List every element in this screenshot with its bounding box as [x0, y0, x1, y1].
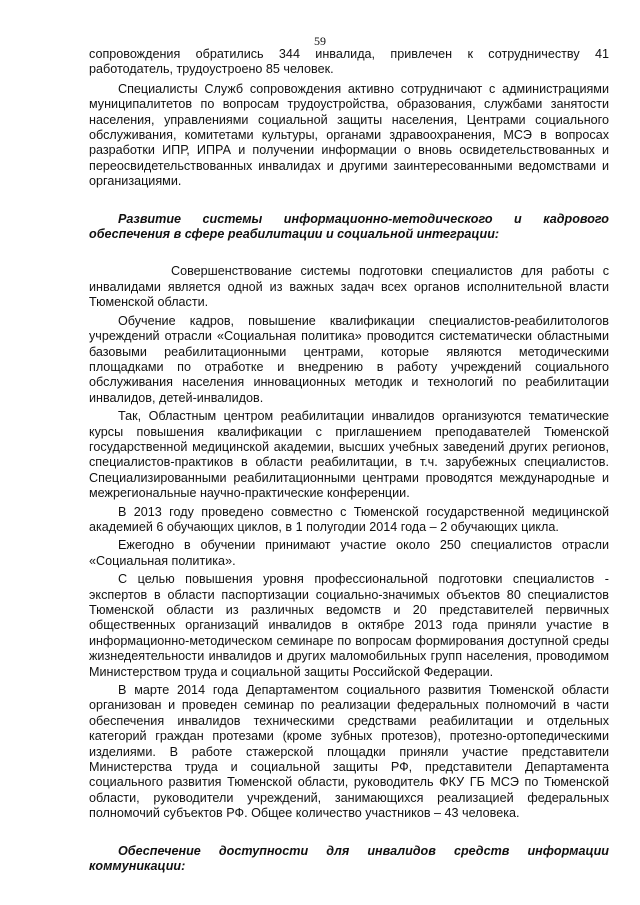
paragraph-experts-seminar: С целью повышения уровня профессиональной подготовки специалистов - экспертов в области паспортизации социально-значимых объектов 80 специалистов Тюменской области из различных ведомств и 20 представителей первичных общественных организаций инвалидов в октябре 2013 года приняли участие в информационно-методическом семинаре по вопросам формирования доступной среды жизнедеятельности инвалидов и других маломобильных групп населения, проводимом Министерством труда и социальной защиты Российской Федерации.: [89, 572, 609, 679]
paragraph-continuation: сопровождения обратились 344 инвалида, привлечен к сотрудничеству 41 работодатель, трудоустроено 85 человек.: [89, 47, 609, 77]
document-body: [89, 47, 609, 875]
paragraph-annual-training: Ежегодно в обучении принимают участие около 250 специалистов отрасли «Социальная политика».: [89, 538, 609, 568]
section-heading-staff-development: Развитие системы информационно-методического и кадрового обеспечения в сфере реабилитации и социальной интеграции:: [89, 211, 609, 242]
paragraph-rehab-center-courses: Так, Областным центром реабилитации инвалидов организуются тематические курсы повышения квалификации с приглашением преподавателей Тюменской государственной медицинской академии, высших учебных заведений других регионов, специалистов-практиков в области реабилитации, в т.ч. зарубежных специалистов. Специализированными реабилитационными центрами проводятся международные и межрегиональные научно-практические конференции.: [89, 409, 609, 501]
section-heading-information-access: Обеспечение доступности для инвалидов средств информации коммуникации:: [89, 843, 609, 874]
paragraph-support-services: Специалисты Служб сопровождения активно сотрудничают с администрациями муниципалитетов по вопросам трудоустройства, образования, службами занятости населения, управлениями социальной защиты населения, Центрами социального обслуживания, комитетами культуры, органами здравоохранения, МСЭ в вопросах разработки ИПР, ИПРА и получении информации о вновь освидетельствованных и переосвидетельствованных инвалидах и другими заинтересованными ведомствами и организациями.: [89, 81, 609, 189]
page-number: 59: [314, 34, 326, 48]
paragraph-march-2014-seminar: В марте 2014 года Департаментом социального развития Тюменской области организован и проведен семинар по реализации федеральных полномочий в части обеспечения инвалидов техническими средствами реабилитации и отдельных категорий граждан протезами (кроме зубных протезов), протезно-ортопедическими изделиями. В работе стажерской площадки приняли участие представители Министерства труда и социальной защиты РФ, представители Департамента социального развития Тюменской области, руководитель ФКУ ГБ МСЭ по Тюменской области, руководители учреждений, занимающихся реализацией федеральных полномочий субъектов РФ. Общее количество участников – 43 человека.: [89, 683, 609, 821]
paragraph-training-system: Совершенствование системы подготовки специалистов для работы с инвалидами является одной из важных задач всех органов исполнительной власти Тюменской области.: [89, 264, 609, 310]
paragraph-staff-training: Обучение кадров, повышение квалификации специалистов-реабилитологов учреждений отрасли «Социальная политика» проводится систематически областными базовыми реабилитационными центрами, которые являются методическими площадками по отработке и внедрению в работу учреждений социального обслуживания населения инновационных методик и технологий по реабилитации инвалидов, детей-инвалидов.: [89, 313, 609, 405]
paragraph-2013-cycles: В 2013 году проведено совместно с Тюменской государственной медицинской академией 6 обучающих циклов, в 1 полугодии 2014 года – 2 обучающих цикла.: [89, 504, 609, 534]
